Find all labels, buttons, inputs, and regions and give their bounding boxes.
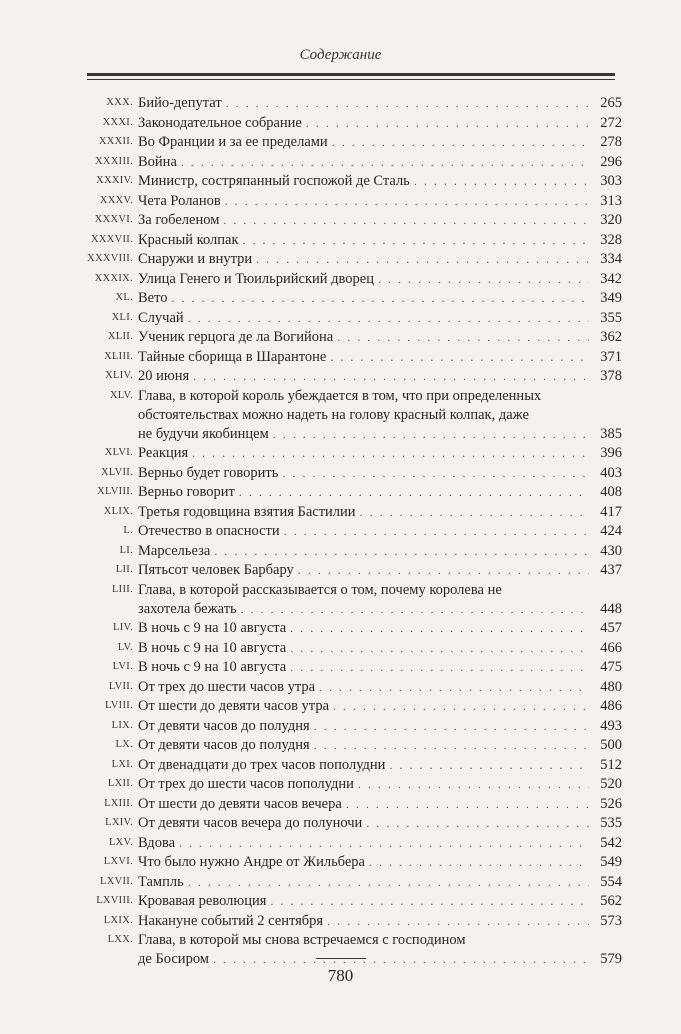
dot-leader (360, 503, 589, 522)
dot-leader (179, 834, 589, 853)
chapter-title-line: 20 июня (138, 368, 190, 384)
chapter-title-line: Красный колпак (138, 231, 239, 248)
chapter-title-last-line (138, 464, 593, 483)
chapter-page-number: 554 (600, 873, 622, 890)
header-rule-thick (87, 73, 615, 76)
chapter-title (138, 912, 593, 931)
chapter-numeral: XLIII. (104, 350, 133, 362)
chapter-title-last-line (138, 717, 593, 736)
chapter-numeral: XXXIII. (95, 155, 133, 167)
chapter-title-line: Тайные сборища в Шарантоне (138, 348, 327, 365)
chapter-title-line: не будучи якобинцем (138, 425, 269, 442)
chapter-title-line: От девяти часов до полудня (138, 717, 310, 734)
chapter-title (138, 250, 593, 269)
dot-leader (214, 542, 589, 561)
chapter-title-line: Министр, состряпанный госпожой де Сталь (138, 173, 410, 189)
chapter-title (138, 756, 593, 775)
chapter-title-line: Марсельеза (138, 542, 211, 559)
chapter-page-number: 362 (600, 329, 622, 345)
chapter-page-number: 542 (600, 834, 622, 851)
chapter-title-line: Чета Роланов (138, 192, 221, 209)
chapter-title (138, 795, 593, 814)
chapter-title-line: Отечество в опасности (138, 523, 280, 539)
chapter-title-last-line (138, 639, 593, 658)
dot-leader (332, 133, 589, 152)
chapter-title (138, 153, 593, 172)
chapter-title-last-line (138, 542, 593, 561)
chapter-title (138, 873, 593, 892)
chapter-title-last-line (138, 444, 593, 463)
chapter-title (138, 814, 593, 833)
chapter-title (138, 192, 593, 211)
chapter-numeral: XLVIII. (97, 486, 133, 497)
chapter-title-line: От шести до девяти часов утра (138, 698, 329, 714)
chapter-title-last-line (138, 367, 593, 386)
chapter-title-last-line (138, 94, 593, 113)
chapter-page-number: 355 (600, 309, 622, 326)
chapter-numeral: LIII. (111, 583, 133, 595)
dot-leader (193, 367, 589, 386)
chapter-title-line: От девяти часов до полудня (138, 737, 310, 753)
chapter-title-last-line (138, 795, 593, 814)
chapter-title (138, 658, 593, 677)
chapter-title-last-line (138, 309, 593, 328)
chapter-title (138, 387, 593, 444)
chapter-page-number: 520 (600, 776, 622, 792)
chapter-numeral: XXXI. (102, 116, 133, 128)
chapter-title (138, 678, 593, 697)
chapter-title-line: захотела бежать (138, 600, 237, 617)
chapter-numeral: XLIX. (103, 505, 133, 517)
chapter-title-last-line (138, 270, 593, 289)
chapter-title-last-line (138, 425, 593, 444)
dot-leader (290, 658, 589, 677)
chapter-page-number: 486 (600, 698, 622, 714)
chapter-title-line: Ученик герцога де ла Вогийона (138, 329, 334, 345)
chapter-title-line: От девяти часов вечера до полуночи (138, 815, 363, 831)
chapter-title-line: Вето (138, 290, 168, 306)
chapter-title (138, 348, 593, 367)
chapter-page-number: 296 (600, 153, 622, 170)
chapter-title-last-line (138, 678, 593, 697)
chapter-title (138, 619, 593, 638)
chapter-title-line: Кровавая революция (138, 893, 267, 909)
chapter-numeral: XXXVII. (90, 233, 133, 245)
chapter-title-line: Война (138, 153, 177, 170)
folio-rule (316, 958, 366, 959)
chapter-page-number: 475 (600, 659, 622, 675)
chapter-title (138, 367, 593, 386)
chapter-page-number: 526 (600, 795, 622, 812)
dot-leader (243, 231, 589, 250)
dot-leader (188, 873, 589, 892)
chapter-title (138, 133, 593, 152)
chapter-numeral: XXXII. (98, 136, 133, 147)
chapter-title (138, 542, 593, 561)
chapter-title-last-line (138, 522, 593, 541)
dot-leader (369, 853, 589, 872)
chapter-title (138, 211, 593, 230)
dot-leader (389, 756, 589, 775)
chapter-page-number: 437 (600, 562, 622, 578)
chapter-page-number: 424 (600, 523, 622, 539)
chapter-page-number: 408 (600, 484, 622, 500)
chapter-page-number: 417 (600, 503, 622, 520)
chapter-title (138, 931, 593, 969)
dot-leader (241, 600, 589, 619)
chapter-title-last-line (138, 328, 593, 347)
chapter-title-last-line (138, 600, 593, 619)
chapter-page-number: 303 (600, 173, 622, 189)
chapter-title-line: За гобеленом (138, 212, 220, 228)
dot-leader (330, 348, 589, 367)
chapter-title (138, 270, 593, 289)
chapter-title-line: Глава, в которой король убеждается в том, что при определенных (138, 387, 542, 404)
dot-leader (306, 114, 589, 133)
chapter-title (138, 328, 593, 347)
chapter-numeral: XXXVIII. (87, 253, 133, 264)
chapter-title (138, 309, 593, 328)
dot-leader (172, 289, 589, 308)
chapter-title-last-line (138, 873, 593, 892)
chapter-page-number: 466 (600, 639, 622, 656)
chapter-numeral: XXX. (106, 97, 133, 108)
chapter-numeral: LXII. (107, 778, 133, 789)
chapter-title (138, 697, 593, 716)
dot-leader (366, 814, 589, 833)
chapter-title-line: Законодательное собрание (138, 114, 302, 131)
chapter-title-last-line (138, 853, 593, 872)
dot-leader (327, 912, 589, 931)
chapter-title-last-line (138, 892, 593, 911)
chapter-numeral: XLIV. (105, 370, 133, 381)
dot-leader (226, 94, 589, 113)
chapter-title-line: Бийо-депутат (138, 95, 222, 111)
chapter-numeral: XXXVI. (94, 214, 133, 225)
dot-leader (270, 892, 589, 911)
dot-leader (188, 309, 589, 328)
chapter-title (138, 775, 593, 794)
chapter-numeral: LXVII. (100, 875, 133, 887)
chapter-numeral: XLVII. (100, 466, 133, 478)
chapter-title-line: Что было нужно Андре от Жильбера (138, 854, 365, 870)
chapter-title-last-line (138, 172, 593, 191)
chapter-title (138, 853, 593, 872)
chapter-numeral: LVI. (112, 661, 133, 672)
chapter-title-line: Улица Генего и Тюильрийский дворец (138, 270, 374, 287)
chapter-title-last-line (138, 503, 593, 522)
chapter-title-line: Верньо будет говорить (138, 464, 279, 481)
chapter-numeral: LXVIII. (96, 895, 133, 906)
chapter-title-last-line (138, 250, 593, 269)
chapter-page-number: 535 (600, 815, 622, 831)
chapter-numeral: LXVI. (103, 856, 133, 867)
chapter-numeral: XXXIX. (94, 272, 133, 284)
chapter-title-line: Реакция (138, 445, 189, 461)
dot-leader (181, 153, 589, 172)
chapter-page-number: 278 (600, 134, 622, 150)
chapter-page-number: 457 (600, 620, 622, 636)
chapter-title-last-line (138, 775, 593, 794)
chapter-title-last-line (138, 756, 593, 775)
dot-leader (273, 425, 589, 444)
chapter-numeral: XXXIV. (96, 175, 133, 186)
chapter-title (138, 94, 593, 113)
chapter-title-last-line (138, 192, 593, 211)
chapter-numeral: XXXV. (99, 194, 133, 206)
chapter-numeral: L. (123, 525, 133, 536)
dot-leader (239, 483, 589, 502)
chapter-title-line: Глава, в которой мы снова встречаемся с господином (138, 932, 466, 948)
dot-leader (282, 464, 589, 483)
chapter-numeral: LIX. (111, 719, 133, 731)
chapter-title (138, 581, 593, 619)
chapter-page-number: 313 (600, 192, 622, 209)
chapter-title-line: Случай (138, 309, 184, 326)
chapter-page-number: 378 (600, 368, 622, 384)
chapter-title-last-line (138, 561, 593, 580)
dot-leader (223, 211, 589, 230)
chapter-numeral: XLVI. (104, 447, 133, 458)
header-rule-thin (87, 79, 615, 80)
chapter-title-line: Во Франции и за ее пределами (138, 134, 328, 150)
chapter-title (138, 892, 593, 911)
chapter-page-number: 349 (600, 290, 622, 306)
chapter-title-last-line (138, 834, 593, 853)
dot-leader (290, 619, 589, 638)
chapter-title-line: От трех до шести часов пополудни (138, 776, 354, 792)
chapter-title-line: В ночь с 9 на 10 августа (138, 639, 287, 656)
chapter-page-number: 371 (600, 348, 622, 365)
chapter-title-line: Глава, в которой рассказывается о том, почему королева не (138, 581, 502, 598)
chapter-page-number: 385 (600, 425, 622, 442)
chapter-page-number: 403 (600, 464, 622, 481)
chapter-title (138, 231, 593, 250)
chapter-page-number: 334 (600, 251, 622, 267)
chapter-title (138, 522, 593, 541)
dot-leader (358, 775, 589, 794)
chapter-title (138, 483, 593, 502)
chapter-title (138, 639, 593, 658)
chapter-title (138, 717, 593, 736)
chapter-page-number: 448 (600, 600, 622, 617)
chapter-title-line: Накануне событий 2 сентября (138, 912, 324, 929)
chapter-title-last-line (138, 348, 593, 367)
dot-leader (192, 444, 589, 463)
chapter-numeral: XLII. (107, 331, 133, 342)
chapter-title-line: де Босиром (138, 951, 209, 967)
dot-leader (314, 717, 589, 736)
chapter-title (138, 834, 593, 853)
chapter-numeral: LX. (115, 739, 133, 750)
chapter-title-line: От двенадцати до трех часов пополудни (138, 756, 386, 773)
chapter-numeral: LI. (119, 544, 133, 556)
chapter-numeral: LVII. (108, 680, 133, 692)
chapter-title-line: В ночь с 9 на 10 августа (138, 620, 287, 636)
dot-leader (414, 172, 589, 191)
chapter-title-line: Тампль (138, 873, 184, 890)
dot-leader (333, 697, 589, 716)
chapter-title-last-line (138, 231, 593, 250)
chapter-title-line: Пятьсот человек Барбару (138, 562, 294, 578)
chapter-numeral: XL. (115, 292, 133, 303)
chapter-title-last-line (138, 133, 593, 152)
chapter-numeral: XLI. (111, 311, 133, 323)
chapter-numeral: LXX. (107, 934, 133, 945)
chapter-page-number: 328 (600, 231, 622, 248)
chapter-title (138, 444, 593, 463)
chapter-page-number: 573 (600, 912, 622, 929)
chapter-title-last-line (138, 736, 593, 755)
dot-leader (290, 639, 589, 658)
dot-leader (314, 736, 589, 755)
chapter-numeral: LVIII. (105, 700, 133, 711)
chapter-title-last-line (138, 483, 593, 502)
chapter-title-line: От трех до шести часов утра (138, 678, 316, 695)
chapter-title-line: Вдова (138, 834, 176, 851)
chapter-title-last-line (138, 289, 593, 308)
chapter-page-number: 493 (600, 717, 622, 734)
chapter-numeral: LXIII. (104, 797, 133, 809)
chapter-page-number: 430 (600, 542, 622, 559)
chapter-numeral: XLV. (109, 389, 133, 401)
chapter-numeral: LXI. (111, 758, 133, 770)
chapter-page-number: 549 (600, 854, 622, 870)
chapter-numeral: LXIV. (105, 817, 133, 828)
chapter-numeral: LIV. (113, 622, 133, 633)
chapter-numeral: LXV. (108, 836, 133, 848)
chapter-page-number: 320 (600, 212, 622, 228)
dot-leader (225, 192, 589, 211)
chapter-title (138, 114, 593, 133)
chapter-page-number: 500 (600, 737, 622, 753)
chapter-title-line: Третья годовщина взятия Бастилии (138, 503, 356, 520)
chapter-title (138, 736, 593, 755)
chapter-title-last-line (138, 211, 593, 230)
chapter-page-number: 480 (600, 678, 622, 695)
chapter-title-line: Верньо говорит (138, 484, 235, 500)
chapter-page-number: 562 (600, 893, 622, 909)
chapter-page-number: 265 (600, 95, 622, 111)
chapter-title (138, 464, 593, 483)
chapter-title-last-line (138, 912, 593, 931)
chapter-page-number: 396 (600, 445, 622, 461)
chapter-title-last-line (138, 658, 593, 677)
running-title: Содержание (299, 47, 382, 63)
chapter-title-last-line (138, 114, 593, 133)
dot-leader (337, 328, 589, 347)
chapter-page-number: 512 (600, 756, 622, 773)
chapter-numeral: LV. (117, 641, 133, 653)
chapter-numeral: LXIX. (103, 914, 133, 926)
page-number: 780 (327, 966, 354, 985)
chapter-page-number: 272 (600, 114, 622, 131)
chapter-page-number: 579 (600, 951, 622, 967)
chapter-title-line: От шести до девяти часов вечера (138, 795, 342, 812)
dot-leader (284, 522, 589, 541)
chapter-title-last-line (138, 814, 593, 833)
chapter-title (138, 561, 593, 580)
chapter-title-line: Снаружи и внутри (138, 251, 253, 267)
chapter-title (138, 289, 593, 308)
chapter-page-number: 342 (600, 270, 622, 287)
chapter-title-last-line (138, 153, 593, 172)
chapter-title-last-line (138, 697, 593, 716)
chapter-title-line: В ночь с 9 на 10 августа (138, 659, 287, 675)
dot-leader (346, 795, 589, 814)
chapter-title-last-line (138, 619, 593, 638)
chapter-numeral: LII. (115, 564, 133, 575)
dot-leader (298, 561, 589, 580)
chapter-title (138, 503, 593, 522)
dot-leader (256, 250, 589, 269)
chapter-title (138, 172, 593, 191)
dot-leader (319, 678, 589, 697)
dot-leader (378, 270, 589, 289)
chapter-title-line: обстоятельствах можно надеть на голову красный колпак, даже (138, 406, 529, 423)
